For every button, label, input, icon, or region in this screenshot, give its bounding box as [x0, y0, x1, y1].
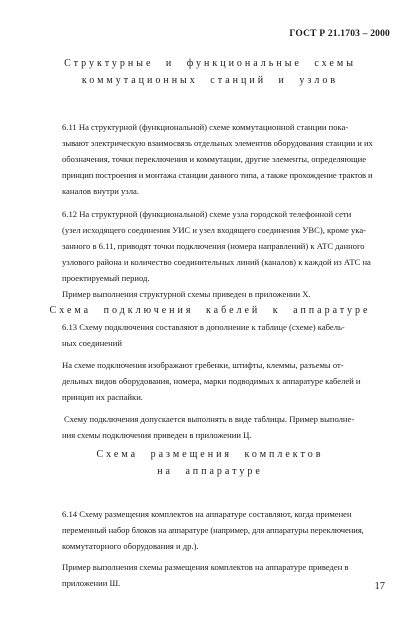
- para-6-14b-line1: Пример выполнения схемы размещения комплектов на аппаратуре приведен в: [62, 562, 349, 572]
- para-6-14-line2: переменный набор блоков на аппаратуре (например, для аппаратуры переключения,: [62, 525, 364, 535]
- para-6-14b-line2: приложении Ш.: [62, 578, 121, 588]
- para-6-13-line2: ных соединений: [62, 338, 122, 348]
- para-6-14-line3: коммутаторного оборудования и др.).: [62, 541, 199, 551]
- section-title-structural-line2: коммутационных станций и узлов: [81, 75, 339, 86]
- para-6-11-line4: принцип построения и монтажа станции данного типа, а также прохождение трактов и: [62, 170, 373, 180]
- page-number: 17: [374, 581, 385, 592]
- section-title-cable-connection: Схема подключения кабелей к аппаратуре: [49, 305, 371, 316]
- para-6-13b-line1: На схеме подключения изображают гребенки, штифты, клеммы, разъемы от-: [62, 360, 344, 370]
- para-6-11-line1: 6.11 На структурной (функциональной) схеме коммутационной станции пока-: [62, 122, 349, 132]
- para-6-11-line5: каналов внутри узла.: [62, 186, 139, 196]
- para-6-11-line3: обозначения, точки переключения и коммутации, другие элементы, определяющие: [62, 154, 367, 164]
- para-6-13b-line3: принцип их распайки.: [62, 392, 143, 402]
- section-title-kit-placement-line1: Схема размещения комплектов: [96, 449, 324, 460]
- section-title-structural-line1: Структурные и функциональные схемы: [64, 58, 356, 69]
- para-6-12-line5: проектируемый период.: [62, 273, 150, 283]
- para-6-12-line1: 6.12 На структурной (функциональной) схеме узла городской телефонной сети: [62, 209, 352, 219]
- para-6-13c-line1: Схему подключения допускается выполнять в виде таблицы. Пример выполне-: [64, 414, 355, 424]
- para-6-14-line1: 6.14 Схему размещения комплектов на аппаратуре составляют, когда применен: [62, 509, 352, 519]
- para-6-13b-line2: дельных видов оборудования, номера, марки подводимых к аппаратуре кабелей и: [62, 376, 361, 386]
- para-6-13-line1: 6.13 Схему подключения составляют в дополнение к таблице (схеме) кабель-: [62, 322, 345, 332]
- para-6-12-line2: (узел исходящего соединения УИС и узел входящего соединения УВС), кроме ука-: [62, 225, 367, 235]
- para-6-12-line3: занного в 6.11, приводят точки подключения (номера направлений) к АТС данного: [62, 241, 365, 251]
- para-6-11-line2: зывают электрическую взаимосвязь отдельных элементов оборудования станции и их: [62, 138, 373, 148]
- para-6-13c-line2: ния схемы подключения приведен в приложении Ц.: [62, 430, 252, 440]
- para-6-12-line4: узлового района и количество соединительных линий (каналов) к каждой из АТС на: [62, 257, 371, 267]
- para-6-12-example: Пример выполнения структурной схемы приведен в приложении Х.: [62, 289, 311, 299]
- section-title-kit-placement-line2: на аппаратуре: [157, 466, 263, 477]
- document-code-header: ГОСТ Р 21.1703 – 2000: [289, 29, 390, 39]
